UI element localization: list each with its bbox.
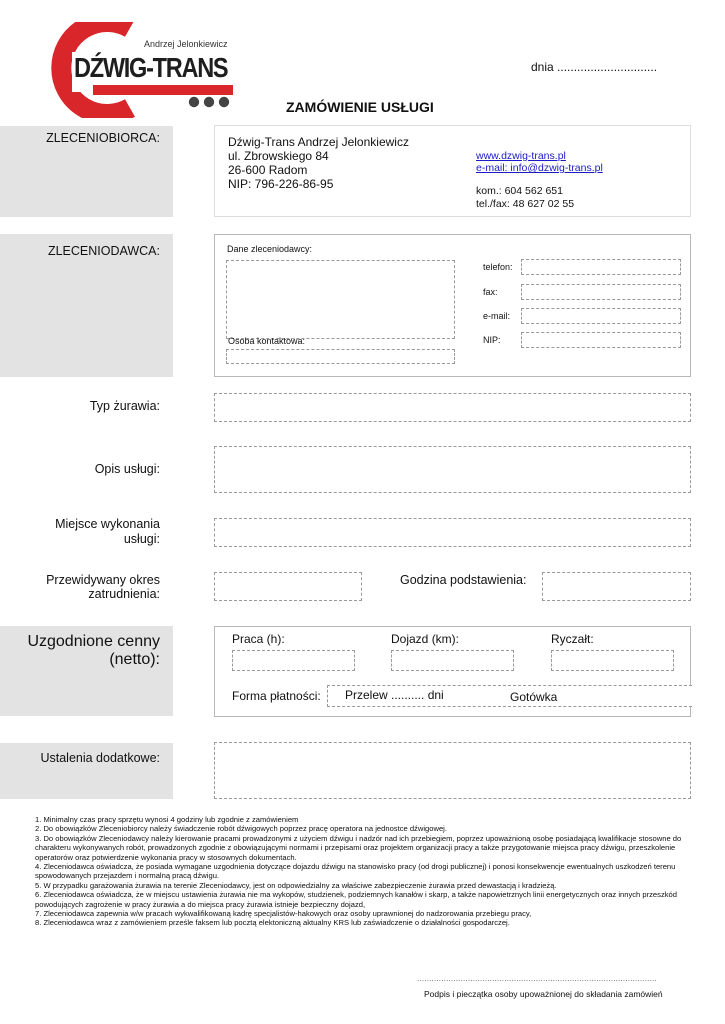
client-fax-label: fax: (483, 287, 498, 297)
drive-km-field[interactable] (391, 650, 514, 671)
work-hours-label: Praca (h): (232, 632, 285, 646)
contact-person-field[interactable] (226, 349, 455, 364)
payment-method-label: Forma płatności: (232, 689, 321, 703)
crane-type-field[interactable] (214, 393, 691, 422)
signature-caption: Podpis i pieczątka osoby upoważnionej do składania zamówień (424, 989, 663, 999)
term-item: 7. Zleceniodawca zapewnia w/w pracach wykwalifikowaną kadrę specjalistów-hakowych oraz osoby uprawnionej do nadzorowania przebiegu pracy, (35, 909, 532, 919)
client-phone-label: telefon: (483, 262, 513, 272)
term-item: 4. Zleceniodawca oświadcza, że posiada wymagane uzgodnienia dotyczące dojazdu dźwigu na stanowisko pracy (od drogi publicznej) i ponosi konsekwencje ewentualnych uszkodzeń terenu spowodowanych przejazdem i normalną pracą dźwigu. (35, 862, 676, 881)
term-item: 2. Do obowiązków Zleceniobiorcy należy świadczenie robót dźwigowych poprzez pracę operatora na jednostce dźwigowej. (35, 824, 447, 834)
flat-rate-field[interactable] (551, 650, 674, 671)
service-desc-field[interactable] (214, 446, 691, 493)
client-box (214, 234, 691, 377)
term-item: 6. Zleceniodawca oświadcza, że w miejscu ustawienia żurawia nie ma wykopów, studzienek, podziemnych kanałów i skarp, a także napowietrznych linii energetycznych oraz innych przeszkód powodujących zagrożenie w pracy żurawia a do miejsca pracy żurawia istnieje bezpieczny dojazd, (35, 890, 677, 909)
contractor-mobile: kom.: 604 562 651 (476, 185, 563, 197)
period-label-line1: Przewidywany okres (46, 573, 160, 587)
crane-type-label: Typ żurawia: (89, 399, 160, 413)
place-label-line2: usługi: (123, 532, 160, 546)
logo-owner: Andrzej Jelonkiewicz (144, 39, 228, 49)
term-item: 3. Do obowiązków Zleceniodawcy należy kierowanie pracami prowadzonymi z użyciem dźwigu i nadzór nad ich przebiegiem, poprzez upoważnioną osobę posiadającą kwalifikacje stosowne do charakteru wykonywanych robót, prowadzonych zgodnie z obowiązującymi normami i przepisami oraz projektem organizacji pracy a także przygotowanie miejsca pracy dźwigu, przeszkolenie operatorów oraz potwierdzenie wykonania pracy w stosownych dokumentach. (35, 833, 682, 862)
service-desc-label: Opis usługi: (94, 462, 160, 476)
client-fax-field[interactable] (521, 284, 681, 300)
term-item: 1. Minimalny czas pracy sprzętu wynosi 4 godziny lub zgodnie z zamówieniem (35, 815, 299, 824)
period-field[interactable] (214, 572, 362, 601)
logo-brand: DŹWIG-TRANS (74, 52, 228, 83)
term-item: 8. Zleceniodawca wraz z zamówieniem prześle faksem lub pocztą elektoniczną aktualny KRS lub zaświadczenie o działalności gospodarczej. (35, 918, 510, 928)
arrival-hour-label: Godzina podstawienia: (400, 573, 527, 587)
prices-label-line2: (netto): (109, 651, 160, 668)
arrival-hour-field[interactable] (542, 572, 691, 601)
contractor-street: ul. Zbrowskiego 84 (228, 149, 329, 163)
payment-method-field[interactable] (327, 685, 692, 707)
additional-label: Ustalenia dodatkowe: (40, 751, 160, 765)
terms-list (35, 815, 695, 928)
page-title: ZAMÓWIENIE USŁUGI (286, 99, 434, 115)
client-label: ZLECENIODAWCA: (47, 244, 160, 258)
transfer-option[interactable]: Przelew .......... dni (345, 688, 444, 702)
prices-box (214, 626, 691, 717)
cash-option[interactable]: Gotówka (510, 690, 558, 704)
flat-rate-label: Ryczałt: (551, 632, 594, 646)
contractor-email-link[interactable]: e-mail: info@dzwig-trans.pl (476, 162, 603, 174)
signature-line[interactable]: ................................................................................................... (417, 974, 657, 983)
client-nip-label: NIP: (483, 335, 501, 345)
client-phone-field[interactable] (521, 259, 681, 275)
place-label-line1: Miejsce wykonania (55, 517, 160, 531)
place-field[interactable] (214, 518, 691, 547)
contractor-label: ZLECENIOBIORCA: (46, 131, 160, 145)
contractor-nip: NIP: 796-226-86-95 (228, 177, 334, 191)
client-email-field[interactable] (521, 308, 681, 324)
contractor-website-link[interactable]: www.dzwig-trans.pl (476, 150, 566, 162)
term-item: 5. W przypadku garażowania żurawia na terenie Zleceniodawcy, jest on odpowiedzialny za właściwe zabezpieczenie żurawia przed dewastacją i kradzieżą. (35, 880, 557, 890)
date-field[interactable]: dnia .............................. (531, 60, 658, 74)
contractor-city: 26-600 Radom (228, 163, 308, 177)
additional-field[interactable] (214, 742, 691, 799)
client-data-label: Dane zleceniodawcy: (227, 244, 313, 254)
contractor-box (214, 125, 691, 217)
prices-label-line1: Uzgodnione cenny (27, 633, 160, 650)
company-logo (38, 22, 238, 118)
client-email-label: e-mail: (483, 311, 511, 321)
client-nip-field[interactable] (521, 332, 681, 348)
drive-km-label: Dojazd (km): (391, 632, 460, 646)
period-label-line2: zatrudnienia: (88, 587, 160, 601)
contractor-phone: tel./fax: 48 627 02 55 (476, 198, 575, 210)
contractor-name: Dźwig-Trans Andrzej Jelonkiewicz (228, 135, 409, 149)
contact-person-label: Osoba kontaktowa: (228, 336, 306, 346)
client-data-field[interactable] (226, 260, 455, 339)
work-hours-field[interactable] (232, 650, 355, 671)
